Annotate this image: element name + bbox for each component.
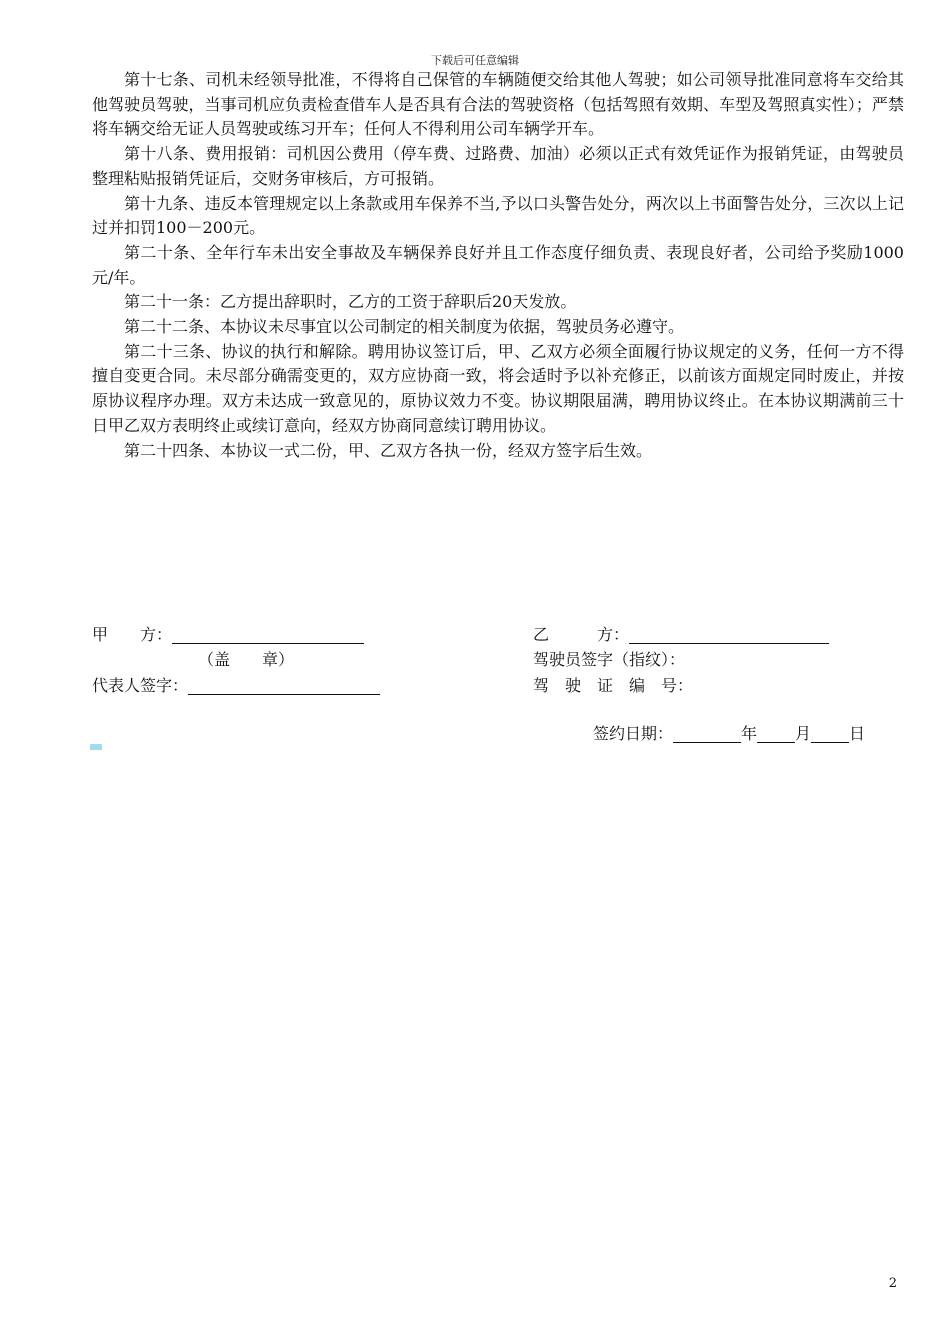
article-17: 第十七条、司机未经领导批准，不得将自己保管的车辆随便交给其他人驾驶；如公司领导批准同意将车交给其他驾驶员驾驶，当事司机应负责检查借车人是否具有合法的驾驶资格（包括驾照有效期、车型及驾照真实性）；严禁将车辆交给无证人员驾驶或练习开车；任何人不得利用公司车辆学开车。: [92, 70, 904, 139]
party-a-blank: [172, 625, 364, 644]
month-blank: [757, 724, 795, 743]
signing-date-row: [593, 721, 865, 746]
article-21: 第二十一条：乙方提出辞职时，乙方的工资于辞职后20天发放。: [124, 292, 577, 312]
representative-label: 代表人签字：: [92, 676, 189, 695]
page-number: 2: [888, 1276, 897, 1291]
party-b-row: [533, 622, 829, 647]
party-a-row: [92, 622, 364, 647]
article-23: 第二十三条、协议的执行和解除。聘用协议签订后，甲、乙双方必须全面履行协议规定的义务，任何一方不得擅自变更合同。未尽部分确需变更的，双方应协商一致，将会适时予以补充修正，以前该方面规定同时废止，并按原协议程序办理。双方未达成一致意见的，原协议效力不变。协议期限届满，聘用协议终止。在本协议期满前三十日甲乙双方表明终止或续订意向，经双方协商同意续订聘用协议。: [92, 341, 904, 435]
article-24: 第二十四条、本协议一式二份，甲、乙双方各执一份，经双方签字后生效。: [124, 440, 653, 460]
driver-signature-label: 驾驶员签字（指纹）：: [533, 650, 686, 669]
agreement-body: [92, 68, 904, 463]
article-22: 第二十二条、本协议未尽事宜以公司制定的相关制度为依据，驾驶员务必遵守。: [124, 317, 685, 337]
representative-blank: [188, 676, 380, 695]
article-18: 第十八条、费用报销：司机因公费用（停车费、过路费、加油）必须以正式有效凭证作为报销凭证，由驾驶员整理粘贴报销凭证后，交财务审核后，方可报销。: [92, 144, 904, 188]
party-b-blank: [629, 625, 829, 644]
day-blank: [811, 724, 849, 743]
article-20: 第二十条、全年行车未出安全事故及车辆保养良好并且工作态度仔细负责、表现良好者，公司给予奖励1000元/年。: [92, 242, 904, 287]
year-blank: [673, 724, 741, 743]
small-marker: [90, 744, 102, 750]
page-header: 下载后可任意编辑: [431, 54, 519, 67]
party-a-label: 甲 方：: [92, 625, 173, 644]
license-number-label: 驾 驶 证 编 号：: [533, 676, 694, 695]
year-label: 年: [741, 724, 758, 743]
article-19: 第十九条、违反本管理规定以上条款或用车保养不当,予以口头警告处分，两次以上书面警告处分，三次以上记过并扣罚100－200元。: [92, 193, 904, 238]
party-b-label: 乙 方：: [533, 625, 630, 644]
date-label: 签约日期：: [593, 724, 674, 743]
day-label: 日: [849, 724, 866, 743]
seal-label: （盖 章）: [198, 650, 295, 669]
month-label: 月: [795, 724, 812, 743]
representative-row: [92, 673, 380, 698]
